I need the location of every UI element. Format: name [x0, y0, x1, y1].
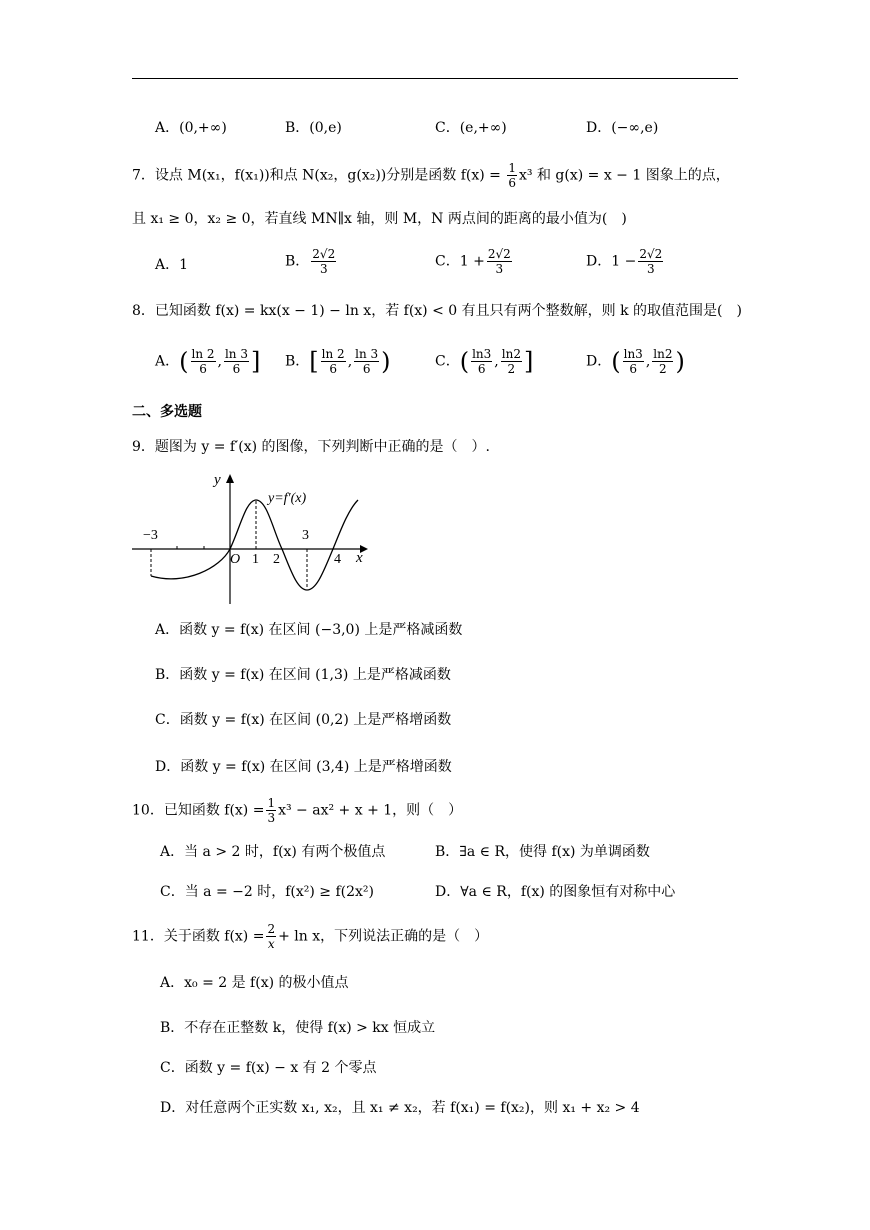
- q8-option-c-d1: 6: [477, 362, 486, 376]
- tick-label-minus3: −3: [143, 528, 158, 543]
- q7-option-a: A．1: [155, 257, 189, 273]
- derivative-graph: [130, 470, 370, 610]
- header-rule: [132, 78, 738, 79]
- q8-option-b-lbracket: [: [309, 347, 319, 376]
- q10-option-c: C．当 a = −2 时，f(x²) ≥ f(2x²): [160, 884, 374, 900]
- q7-option-b: [285, 247, 338, 276]
- q7-option-b-den: 3: [319, 262, 328, 276]
- q8-option-b-d1: 6: [329, 362, 337, 376]
- q8-option-a-rbracket: ]: [250, 347, 261, 376]
- q8-option-a-n2: ln 3: [224, 347, 248, 361]
- q8-option-b-label: B．: [285, 353, 310, 370]
- tick-label-1: 1: [252, 552, 259, 567]
- q9-option-a: A．函数 y = f(x) 在区间 (−3,0) 上是严格减函数: [155, 622, 463, 638]
- q7-stem-line1: [132, 161, 730, 190]
- q11-option-c: C．函数 y = f(x) − x 有 2 个零点: [160, 1060, 377, 1076]
- q8-option-b-n2: ln 3: [355, 347, 379, 361]
- q7-option-c-den: 3: [495, 262, 504, 276]
- q8-option-a-label: A．: [155, 353, 180, 370]
- tick-label-3: 3: [302, 528, 309, 543]
- q6-option-a: A．(0,+∞): [155, 120, 227, 136]
- q7-stem-line2: 且 x₁ ≥ 0，x₂ ≥ 0，若直线 MN∥x 轴，则 M，N 两点间的距离的最小值为( ): [132, 211, 627, 227]
- q7-frac-den: 6: [508, 176, 516, 190]
- q11-stem: [132, 922, 488, 951]
- origin-label: O: [230, 552, 241, 567]
- q8-option-c-rbracket: ]: [523, 347, 534, 376]
- q8-option-a-n1: ln 2: [191, 347, 215, 361]
- q10-option-d: D．∀a ∈ R，f(x) 的图象恒有对称中心: [435, 884, 676, 900]
- q11-option-a: A．x₀ = 2 是 f(x) 的极小值点: [160, 975, 349, 991]
- q9-option-d: D．函数 y = f(x) 在区间 (3,4) 上是严格增函数: [155, 759, 452, 775]
- curve-label: y=f′(x): [268, 491, 307, 506]
- q11-frac-num: 2: [267, 922, 276, 936]
- q8-option-b: B．[ $\frac{\ln 2}{6}$ , $\frac{\ln 3}{6}$ ): [285, 347, 391, 376]
- q10-stem-prefix: 10．已知函数 f(x) =: [132, 802, 265, 819]
- x-axis-label: x: [356, 550, 363, 566]
- q8-option-c: C．( $\frac{\ln 3}{6}$ , $\frac{\ln 2}{2}$ ]: [435, 347, 534, 376]
- q9-option-b: B．函数 y = f(x) 在区间 (1,3) 上是严格减函数: [155, 667, 451, 683]
- q8-option-d-n2: ln2: [653, 347, 673, 361]
- q10-option-b: B．∃a ∈ R，使得 f(x) 为单调函数: [435, 844, 650, 860]
- q9-stem: 9．题图为 y = f′(x) 的图像，下列判断中正确的是（ ）.: [132, 439, 490, 455]
- q8-option-d-label: D．: [586, 353, 612, 370]
- q7-option-b-num: 2√2: [312, 247, 336, 261]
- q11-stem-tail: + ln x，下列说法正确的是（ ）: [278, 928, 489, 945]
- q10-stem: [132, 796, 462, 825]
- q6-option-b: B．(0,e): [285, 120, 342, 136]
- q7-option-d: [586, 247, 665, 276]
- tick-label-4: 4: [334, 552, 341, 567]
- q8-option-a-d2: 6: [232, 362, 241, 376]
- q8-stem: 8．已知函数 f(x) = kx(x − 1) − ln x，若 f(x) < 0 有且只有两个整数解，则 k 的取值范围是( ): [132, 303, 742, 319]
- q11-option-b: B．不存在正整数 k，使得 f(x) > kx 恒成立: [160, 1020, 436, 1036]
- q7-stem-text: 7．设点 M(x₁，f(x₁))和点 N(x₂，g(x₂))分别是函数 f(x) =: [132, 167, 506, 184]
- q11-stem-prefix: 11．关于函数 f(x) =: [132, 928, 265, 945]
- q7-fraction: [507, 161, 517, 190]
- q8-option-b-d2: 6: [362, 362, 371, 376]
- q7-option-d-den: 3: [646, 262, 655, 276]
- q7-stem-tail: x³ 和 g(x) = x − 1 图象上的点，: [519, 167, 730, 184]
- q7-option-c-num: 2√2: [487, 247, 511, 261]
- q7-option-d-num: 2√2: [639, 247, 663, 261]
- q8-option-c-n1: ln3: [472, 347, 492, 361]
- section-heading: 二、多选题: [132, 404, 202, 420]
- q8-option-d-d2: 2: [659, 362, 667, 376]
- q8-option-c-n2: ln2: [501, 347, 521, 361]
- q8-option-a: A．( $\frac{\ln 2}{6}$ , $\frac{\ln 3}{6}$ ]: [155, 347, 261, 376]
- q9-option-c: C．函数 y = f(x) 在区间 (0,2) 上是严格增函数: [155, 712, 452, 728]
- q11-option-d: D．对任意两个正实数 x₁, x₂，且 x₁ ≠ x₂，若 f(x₁) = f(x₂)，则 x₁ + x₂ > 4: [160, 1100, 640, 1116]
- q8-option-a-d1: 6: [199, 362, 207, 376]
- q8-option-b-n1: ln 2: [321, 347, 345, 361]
- q10-frac-den: 3: [267, 811, 276, 825]
- curve-y-fprime: [151, 500, 358, 590]
- q7-frac-num: 1: [508, 161, 516, 175]
- q7-option-b-label: B．: [285, 253, 310, 270]
- q6-option-d: D．(−∞,e): [586, 120, 659, 136]
- q8-option-d-n1: ln3: [623, 347, 643, 361]
- q11-frac-den: x: [267, 937, 275, 951]
- q8-option-a-lbracket: (: [179, 347, 189, 376]
- q8-option-d-d1: 6: [629, 362, 638, 376]
- tick-label-2: 2: [273, 552, 280, 567]
- y-axis-arrow: [226, 474, 234, 483]
- q8-option-d: D．( $\frac{\ln 3}{6}$ , $\frac{\ln 2}{2}$ ): [586, 347, 685, 376]
- y-axis-label: y: [214, 472, 221, 488]
- q8-option-c-lbracket: (: [459, 347, 470, 376]
- q6-option-c: C．(e,+∞): [435, 120, 507, 136]
- q7-option-c-label: C．1 +: [435, 253, 485, 270]
- q8-option-b-rbracket: ): [381, 347, 391, 376]
- q8-option-d-rbracket: ): [675, 347, 685, 376]
- q7-option-c: [435, 247, 514, 276]
- q10-option-a: A．当 a > 2 时，f(x) 有两个极值点: [160, 844, 386, 860]
- q8-option-d-lbracket: (: [611, 347, 621, 376]
- q10-frac-num: 1: [267, 796, 276, 810]
- q8-option-c-label: C．: [435, 353, 460, 370]
- q8-option-c-d2: 2: [507, 362, 516, 376]
- q7-option-d-label: D．1 −: [586, 253, 637, 270]
- q10-stem-tail: x³ − ax² + x + 1，则（ ）: [278, 802, 463, 819]
